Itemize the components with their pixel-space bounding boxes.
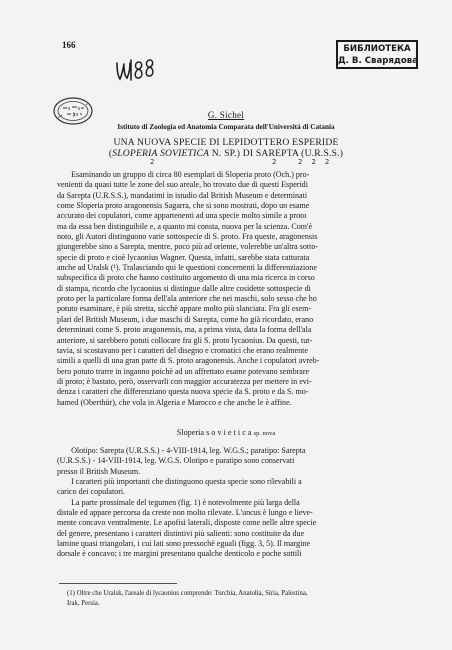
author-name-text: G. Sichel xyxy=(207,110,245,120)
footnote: (1) Oltre che Uralsk, l'areale di lycaonius comprende: Turchia, Anatolia, Siria, Palestina, Irak, Persia. xyxy=(67,590,308,607)
description-paragraph: Olotipo: Sarepta (U.R.S.S.) - 4-VIII-1914, leg. W.G.S.; paratipo: Sarepta (U.R.S.S.) - 14-VIII-1914, leg. W.G.S. Olotipo e paratipo sono conservati presso il British Museum. I caratteri più importanti che distinguono questa specie sono rilevabili a carico dei copulatori. La parte prossimale del tegumen (fig. 1) è notevolmente più larga della distale ed appare percorsa da creste non molto rilevate. L'uncus è lungo e lieve- mente concavo ventralmente. Le apofisi laterali, disposte come nelle altre specie del genere, presentano i caratteri distintivi più salienti: sono costituite da due lamine quasi triangolari, i cui lati sono pressochè eguali (figg. 3, 5). Il margine dorsale è concavo; i tre margini presentano qualche denticolo e poche sottili xyxy=(57,446,317,559)
page-number: 166 xyxy=(62,40,76,50)
intro-paragraph: Esaminando un gruppo di circa 80 esemplari di Sloperia proto (Och.) pro- venienti da quasi tutte le zone del suo areale, ho trovato due di questi Esperidi da Sarepta (U.R.S.S.), mandatimi in istudio dal British Museum e determinati come Sloperia proto aragonensis Sagarra, che si sono mostrati, dopo un esame accurato dei copulatori, come appartenenti ad una specie molto simile a proto ma da essa ben distinguibile e, a quanto mi consta, nuova per la scienza. Com'è noto, gli Autori distinguono varie sottospecie di S. proto. Fra queste, aragonensis giungerebbe sino a Sarepta, mentre, poco più ad oriente, volerebbe un'altra sotto- specie di proto e cioè lycaonius Wagner. Questa, infatti, sarebbe stata catturata anche ad Uralsk (¹). Tralasciando qui le questioni concernenti la differenziazione subspecifica di proto che hanno costituito argomento di una mia ricerca in corso di stampa, ricordo che lycaonius si distingue dalle altre cosidette sottospecie di proto per la particolare forma dell'ala anteriore che nei maschi, solo sesso che ho potuto esaminare, è più stretta, sicchè appare molto più slanciata. Fra gli esem- plari del British Museum, i due maschi di Sarepta, come ho già ricordato, erano determinati come S. proto aragonensis, ma, a prima vista, data la forma dell'ala anteriore, si sarebbero potuti collocare fra gli S. proto lycaonius. Da questi, tut- tavia, si scostavano per i caratteri del disegno e cromatici che erano realmente simili a quelli di una gran parte di S. proto aragonensis. Anche i copulatori avreb- bero potuto trarre in inganno poichè ad un affrettato esame potevano sembrare di proto; è bastato, però, osservarli con maggior accuratezza per mettere in evi- denza i caratteri che differenziano questa nuova specie da S. proto e da S. mo- hamed (Oberthür), che vola in Algeria e Marocco e che anche le è affine. xyxy=(57,170,320,407)
handwritten-note xyxy=(114,54,160,86)
author-name xyxy=(0,110,452,120)
article-title-line-1: UNA NUOVA SPECIE DI LEPIDOTTERO ESPERIDE xyxy=(113,137,339,148)
species-heading xyxy=(0,428,452,437)
author-affiliation: Istituto di Zoologia ed Anatomia Comparata dell'Università di Catania xyxy=(117,123,335,131)
scanned-page: 166 БИБЛИОТЕКА Д. В. Сварядова G. Sichel Istituto di Zoologia ed Anatomia Comparata dell'Università di Catania UNA NUOVA SPECIE DI LEPIDOTTERO ESPERIDE (SLOPERIA SOVIETICA N. SP.) DI SAREPTA (U.R.S.S.) 2 2 222 Esaminando un gruppo di circa 80 esemplari di Sloperia proto (Och.) pro- venienti da quasi tutte le zone del suo areale, ho trovato due di questi Esperidi da Sarepta (U.R.S.S.), mandatimi in istudio dal British Museum e determinati come Sloperia proto aragonensis Sagarra, che si sono mostrati, dopo un esame accurato dei copulatori, come appartenenti ad una specie molto simile a proto ma da essa ben distinguibile e, a quanto mi consta, nuova per la scienza. Com'è noto, gli Autori distinguono varie sottospecie di S. proto. Fra queste, aragonensis giungerebbe sino a Sarepta, mentre, poco più ad oriente, volerebbe un'altra sotto- specie di proto e cioè lycaonius Wagner. Questa, infatti, sarebbe stata catturata anche ad Uralsk (¹). Tralasciando qui le questioni concernenti la differenziazione subspecifica di proto che hanno costituito argomento di una mia ricerca in corso di stampa, ricordo che lycaonius si distingue dalle altre cosidette sottospecie di proto per la particolare forma dell'ala anteriore che nei maschi, solo sesso che ho potuto esaminare, è più stretta, sicchè appare molto più slanciata. Fra gli esem- plari del British Museum, i due maschi di Sarepta, come ho già ricordato, erano determinati come S. proto aragonensis, ma, a prima vista, data la forma dell'ala anteriore, si sarebbero potuti collocare fra gli S. proto lycaonius. Da questi, tut- tavia, si scostavano per i caratteri del disegno e cromatici che erano realmente simili a quelli di una gran parte di S. proto aragonensis. Anche i copulatori avreb- bero potuto trarre in inganno poichè ad un affrettato esame potevano sembrare di proto; è bastato, però, osservarli con maggior accuratezza per mettere in evi- denza i caratteri che differenziano questa nuova specie da S. proto e da S. mo- hamed (Oberthür), che vola in Algeria e Marocco e che anche le è affine. Sloperia s o v i e t i c a sp. nova Olotipo: Sarepta (U.R.S.S.) - 4-VIII-1914, leg. W.G.S.; paratipo: Sarepta (U.R.S.S.) - 14-VIII-1914, leg. W.G.S. Olotipo e paratipo sono conservati presso il British Museum. I caratteri più importanti che distinguono questa specie sono rilevabili a carico dei copulatori. La parte prossimale del tegumen (fig. 1) è notevolmente più larga della distale ed appare percorsa da creste non molto rilevate. L'uncus è lungo e lieve- mente concavo ventralmente. Le apofisi laterali, disposte come nelle altre specie del genere, presentano i caratteri distintivi più salienti: sono costituite da due lamine quasi triangolari, i cui lati sono pressochè eguali (figg. 3, 5). Il margine dorsale è concavo; i tre margini presentano qualche denticolo e poche sottili (1) Oltre che Uralsk, l'areale di lycaonius comprende: Turchia, Anatolia, Siria, Palestina, Irak, Persia. xyxy=(0,0,452,650)
library-stamp xyxy=(336,40,418,69)
article-title-line-2: (SLOPERIA SOVIETICA N. SP.) DI SAREPTA (U.R.S.S.) xyxy=(108,148,344,159)
species-heading-name: Sloperia s o v i e t i c a xyxy=(176,428,252,437)
library-stamp-line-1: БИБЛИОТЕКА xyxy=(343,44,411,54)
library-stamp-line-2: Д. В. Сварядова xyxy=(338,56,419,66)
species-heading-suffix: sp. nova xyxy=(253,430,276,437)
footnote-separator xyxy=(59,583,177,584)
